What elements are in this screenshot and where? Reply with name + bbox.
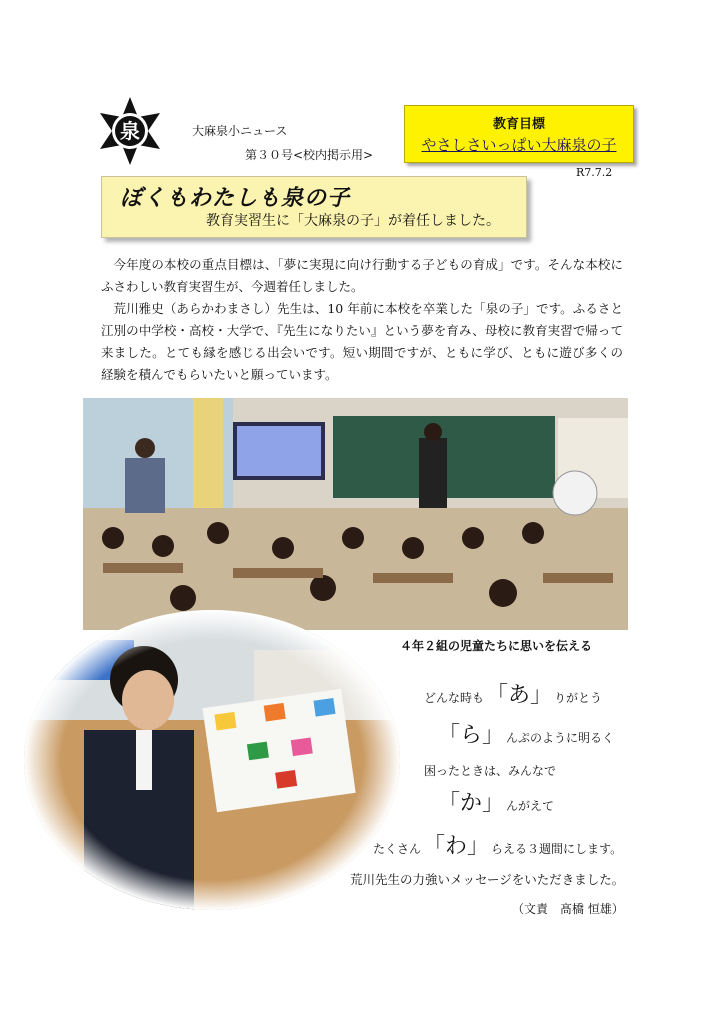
classroom-photo [83,398,628,630]
message-text: りがとう [554,691,603,705]
message-initial: 「か」 [438,791,505,816]
closing-text: 荒川先生の力強いメッセージをいただきました。 [350,872,625,887]
photo-caption: ４年２組の児童たちに思いを伝える [400,639,593,653]
message-line [373,829,622,860]
message-line [436,786,554,817]
message-initial: 「あ」 [486,683,553,708]
message-text: んぷのように明るく [506,731,615,745]
article-body [101,254,623,386]
message-initial: 「わ」 [423,834,490,859]
goal-heading: 教育目標 [492,117,545,132]
message-text: らえる３週間にします。 [491,842,623,856]
message-text: んがえて [506,799,555,813]
message-line: 困ったときは、みんなで [424,764,557,778]
article-title: ぼくもわたしも泉の子 [120,186,351,211]
message-text: どんな時も [424,691,485,705]
emblem-character: 泉 [120,119,140,143]
school-emblem [94,95,166,167]
paragraph: 荒川雅史（あらかわまさし）先生は、10 年前に本校を卒業した「泉の子」です。ふるさと江別の中学校・高校・大学で、『先生になりたい』という夢を育み、母校に教育実習で帰って来ました。とても縁を感じる出会いです。短い期間ですが、ともに学び、ともに遊び多くの経験を積んでもらいたいと願っています。 [101,301,623,382]
paragraph: 今年度の本校の重点目標は、「夢に実現に向け行動する子どもの育成」です。そんな本校にふさわしい教育実習生が、今週着任しました。 [101,257,623,294]
author-credit: （文責 髙橋 恒雄） [512,902,624,916]
teacher-photo [24,610,400,910]
education-goal-box [404,105,634,163]
article-title-box [101,176,527,238]
message-line [424,678,602,709]
message-initial: 「ら」 [438,723,505,748]
issue-date: R7.7.2 [576,166,613,179]
goal-text: やさしさいっぱい大麻泉の子 [421,136,617,154]
newsletter-name: 大麻泉小ニュース [192,124,288,138]
issue-number: 第３０号<校内掲示用> [245,148,374,162]
article-subtitle: 教育実習生に「大麻泉の子」が着任しました。 [206,213,500,229]
message-text: たくさん [373,842,422,856]
message-line [436,718,614,749]
